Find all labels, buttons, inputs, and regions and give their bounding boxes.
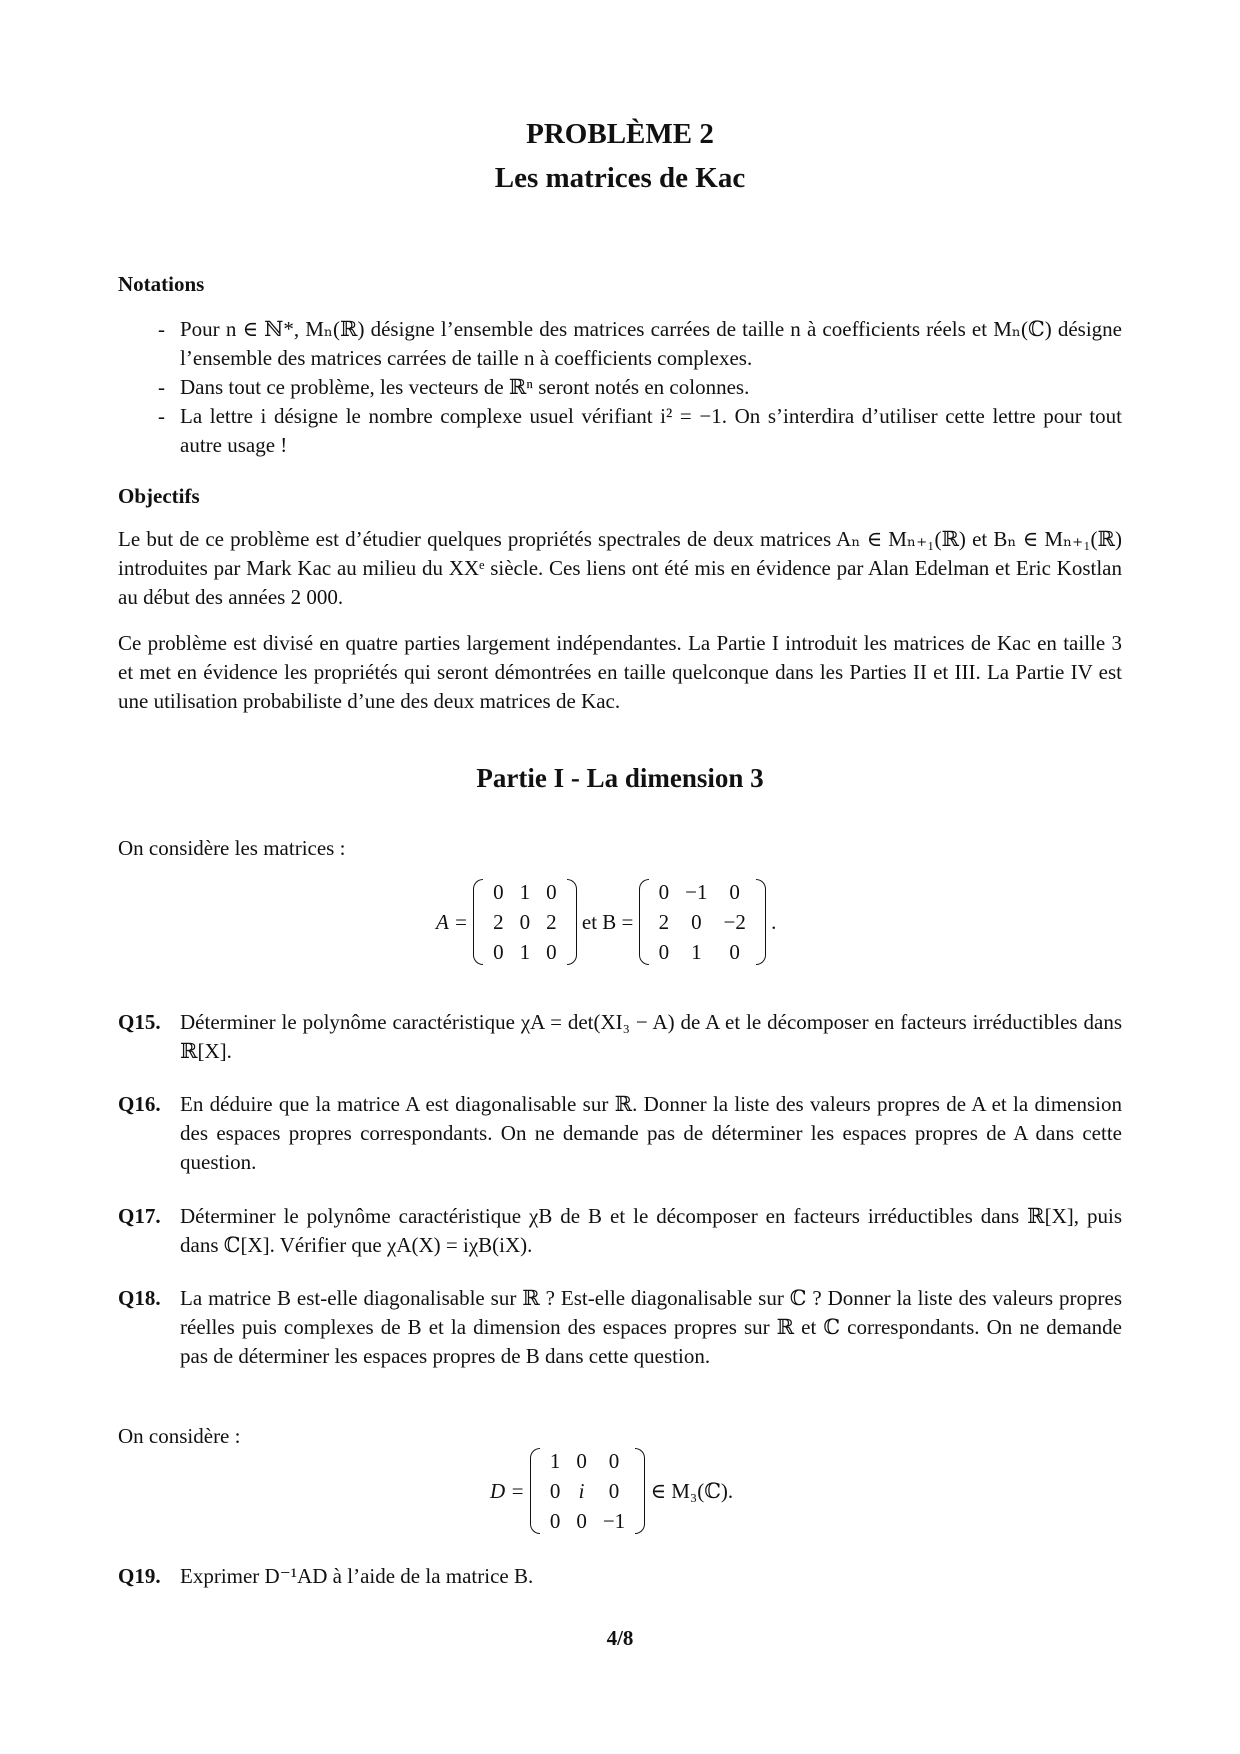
part-heading: Partie I - La dimension 3 [476,763,764,793]
question-text: Exprimer D⁻¹AD à l’aide de la matrice B. [180,1564,534,1588]
matrix-d-label: D = [490,1478,525,1503]
question-text: Déterminer le polynôme caractéristique χB de B et le décomposer en facteurs irréductibles dans ℝ[X], puis dans ℂ[X]. Vérifier que χA(X) = iχB(iX). [180,1204,1122,1257]
question-number: Q18. [118,1286,161,1310]
question-q16 [118,1090,1122,1177]
question-text: La matrice B est-elle diagonalisable sur ℝ ? Est-elle diagonalisable sur ℂ ? Donner la liste des valeurs propres réelles puis complexes de B et la dimension des espaces propres sur ℝ et ℂ correspondants. On ne demande pas de déterminer les espaces propres de B dans cette question. [180,1286,1122,1368]
notations-heading: Notations [118,272,205,296]
question-text: Déterminer le polynôme caractéristique χA = det(XI₃ − A) de A et le décomposer en facteurs irréductibles dans ℝ[X]. [180,1010,1122,1063]
problem-subtitle: Les matrices de Kac [494,162,746,194]
matrix-d: 1 0 0 0 i 0 0 0 −1 [530,1446,645,1536]
question-q18 [118,1284,1122,1371]
consider-text: On considère : [118,1424,241,1448]
notation-item: - Pour n ∈ ℕ*, Mₙ(ℝ) désigne l’ensemble des matrices carrées de taille n à coefficients réels et Mₙ(ℂ) désigne l’ensemble des matrices carrées de taille n à coefficients complexes. [158,315,1122,373]
objectifs-paragraph-1: Le but de ce problème est d’étudier quelques propriétés spectrales de deux matrices Aₙ ∈ Mₙ₊₁(ℝ) et Bₙ ∈ Mₙ₊₁(ℝ) introduites par Mark Kac au milieu du XXᵉ siècle. Ces liens ont été mis en évidence par Alan Edelman et Eric Kostlan au début des années 2 000. [118,527,1122,609]
page-number: 4/8 [606,1626,634,1650]
problem-title: PROBLÈME 2 [526,118,714,150]
matrix-connector: et B = [581,909,634,934]
question-number: Q15. [118,1010,161,1034]
question-number: Q16. [118,1092,161,1116]
matrix-d-suffix: ∈ M₃(ℂ). [650,1478,734,1503]
notation-item: - La lettre i désigne le nombre complexe usuel vérifiant i² = −1. On s’interdira d’utiliser cette lettre pour tout autre usage ! [158,402,1122,460]
question-q19 [118,1562,1122,1591]
matrix-b: 0 −1 0 2 0 −2 0 1 0 [639,877,766,967]
matrices-intro: On considère les matrices : [118,836,346,860]
question-number: Q17. [118,1204,161,1228]
question-q15 [118,1008,1122,1066]
notations-list [158,315,1122,460]
matrices-a-b [436,877,776,967]
objectifs-paragraph-2: Ce problème est divisé en quatre parties largement indépendantes. La Partie I introduit les matrices de Kac en taille 3 et met en évidence les propriétés qui seront démontrées en taille quelconque dans les Parties II et III. La Partie IV est une utilisation probabiliste d’une des deux matrices de Kac. [118,631,1122,713]
matrix-end-dot: . [771,909,777,934]
notation-item: - Dans tout ce problème, les vecteurs de ℝⁿ seront notés en colonnes. [158,373,1122,402]
question-text: En déduire que la matrice A est diagonalisable sur ℝ. Donner la liste des valeurs propres de A et la dimension des espaces propres correspondants. On ne demande pas de déterminer les espaces propres de A dans cette question. [180,1092,1122,1174]
objectifs-heading: Objectifs [118,484,200,508]
question-q17 [118,1202,1122,1260]
matrix-a-label: A = [436,909,468,934]
matrix-a: 0 1 0 2 0 2 0 1 0 [473,877,577,967]
question-number: Q19. [118,1564,161,1588]
matrix-d-line [490,1446,733,1536]
